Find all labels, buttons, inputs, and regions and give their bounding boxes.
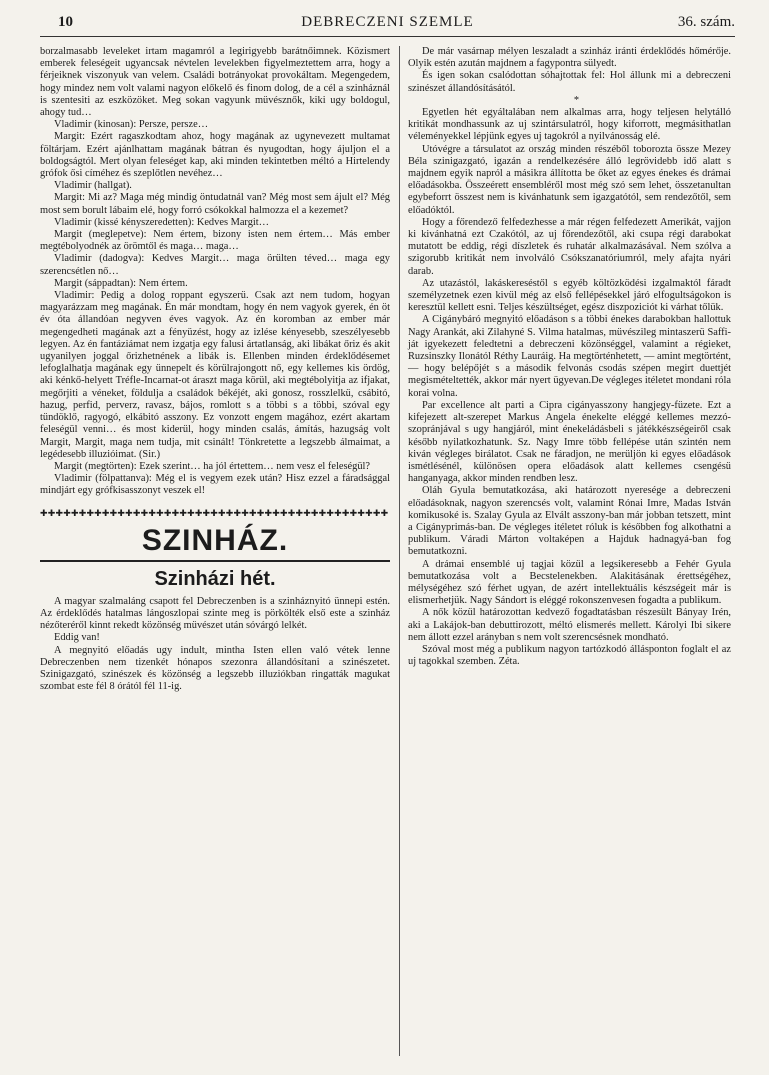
story-paragraph: Vladimir (dadogva): Kedves Margit… maga örülten téved… maga egy szerencsétlen nő… xyxy=(40,253,390,277)
story-paragraph: Margit (meglepetve): Nem értem, bizony isten nem értem… Más ember megtébolyodnék az örömtől és maga… maga… xyxy=(40,229,390,253)
story-paragraph: Margit: Mi az? Maga még mindig öntudatnál van? Még most sem ájult el? Még most sem borult lábaim elé, hogy forró csókokkal halmozza el a kezemet? xyxy=(40,192,390,216)
article-paragraph: Oláh Gyula bemutatkozása, aki határozott nyeresége a debreczeni előadásoknak, nagyon szerencsés volt, valamint Rónai Imre, Madas István komikusoké is. Szalay Gyula az Elvált asszony-ban már jobban tetszett, mint a Cigányprimás-ban. De végleges itéletet róluk is későbben fog alkothatni a publikum. Váradi Márton voltaképen a Hajduk hadnagyá-ban fog bemutatkozni. xyxy=(408,485,731,558)
issue-number: 36. szám. xyxy=(677,14,735,30)
article-paragraph: Az utazástól, lakáskereséstől s egyéb költözködési izgalmaktól fáradt személyzetnek ezen kivül még az első fellépésekkel járó elfogultságokon is keresztül kellett esni. Teljes készültséget, egész diszpoziciót ki várhat tőlük. xyxy=(408,277,731,314)
article-paragraph: A Cigánybáró megnyitó előadáson s a többi énekes darabokban hallottuk Nagy Arankát, aki Zilahyné S. Vilma hatalmas, müvészileg mintaszerü Saffi-ját igyekezett feledtetni a debreczeni közönséggel, valamint a régieket, Ruzsinszky Ilonától Réthy Lauráig. Ha megtörténhetett, — amint megtörtént, — hogy belépőjét s a második felvonás csodás szépen megirt duettjét megismételtették, akkor már nyert ügyevan.De végleges itéletet mondani róla korai volna. xyxy=(408,314,731,399)
story-paragraph: borzalmasabb leveleket irtam magamról a legirigyebb barátnőimnek. Közismert emberek feleségeit ugyancsak névtelen levelekben figyelmeztettem arra, hogy a férjeiknek viszonyuk van velem. Családi botrányokat provokáltam. Megengedem, hogy mindez nem volt valami nagyon előkelő és finom dolog, de a cél a szinháznál is szentesiti az eszközöket. Meg sokan vagyunk müvésznők, kiki ugy boldogul, ahogy tud… xyxy=(40,46,390,119)
story-paragraph: Margit: Ezért ragaszkodtam ahoz, hogy magának az ugynevezett multamat föltárjam. Ezért ajánlhattam magának bátran és nyugodtan, hogy ájuljon el a boldogságtól. Mert olyan feleséget kap, aki minden tekintetben méltó a Hirtelendy grófok ősi címéhez és szeplőtlen nevéhez… xyxy=(40,131,390,180)
story-paragraph: Vladimir (kissé kényszeredetten): Kedves Margit… xyxy=(54,216,270,228)
article-paragraph: A nők közül határozottan kedvező fogadtatásban részesült Bányay Irén, aki a Lakájok-ban debuttirozott, méltó elismerés mellett. Károlyi Ibi sikere nem állott ezzel arányban s nem volt szerencsésnek mondható. xyxy=(408,607,731,643)
story-paragraph: Vladimir: Pedig a dolog roppant egyszerü. Csak azt nem tudom, hogyan magyarázzam meg magának. Én már mondtam, hogy én nem vagyok gyerek, én öt év óta állandóan negyven éves vagyok. Az én koromban az ember már megengedheti magának azt a fényüzést, hogy az izlése kényesebb, szeszélyesebb legyen. Az én fantáziámat nem izgatja egy falusi ártatlanság, aki libákat őriz és akit ugyanilyen joggal őrizhetnének a libák is. Ellenben minden érdeklődésemet lefoglalhatja magának egy ünnepelt és körülrajongott nő, egy kellemes kis ördög, aki kénkő-helyett Tréfle-Incarnat-ot áraszt maga körül, aki megtébolyitja az ifjakat, megőrjiti a véneket, földulja a családok békéjét, aki gonosz, rosszlelkü, csábitó, hazug, perfid, perverz, ravasz, bájos, romlott s a többi s a többi, szóval egy tündöklő, ragyogó, elkábitó asszony. Ez vonzott engem magához, ezért akartam feleségül venni… és most kiderül, hogy minden csalás, ámítás, hazugság volt Margit, Margit, maga nem tudja, mit csinált! Tönkretette a legszebb álmaimat, a legédesebb illuzióimat. (Sir.) xyxy=(40,290,390,460)
article-paragraph: A magyar szalmaláng csapott fel Debreczenben is a szinháznyitó ünnepi estén. Az érdeklődés hatalmas lángoszlopai szinte meg is pörkölték első este a szinház nézőteréről kinnt rekedt közönség müvészet után sóvárgó lelkét. xyxy=(40,595,390,632)
article-paragraph: A megnyitó előadás ugy indult, mintha Isten ellen való vétek lenne Debreczenben nem tizenkét hónapos szezonra állandósítani a szinészetet. Szinigazgató, szinészek és közönség a legszebb illuziókban ringatták magukat szombat este fél 8 órától fél 11-ig. xyxy=(40,644,390,693)
article-paragraph: Par excellence alt parti a Cipra cigányasszony hangjegy-füzete. Ezt a kifejezett alt-szerepet Markus Angela énekelte eléggé kellemes mezzó-szopránjával s ugy hangjáról, mint énekeládásbeli s játékkészségeiről csak később nyilatkozhatunk. Sz. Nagy Imre több fellépése után szintén nem kiván végleges birálatot. Csak ne fáradjon, ne merüljön ki egyes előadások ismétlésénél, különösen opera előadások alatt kellemes csengésü hanganyaga, akkor minden rendben lesz. xyxy=(408,399,731,485)
journal-title: DEBRECZENI SZEMLE xyxy=(301,14,474,30)
story-paragraph: Vladimir (kinosan): Persze, persze… xyxy=(54,119,209,131)
section-title: SZINHÁZ. xyxy=(141,523,289,557)
article-paragraph: Utóvégre a társulatot az ország minden részéből toborozta össze Mezey Béla szinigazgató, igazán a rendelkezésére álló legrövidebb idő alatt s majdnem egyik napról a másikra állította be őket az egyes énekes és drámai előadásokba. Összeérett ensembléről most még szó sem lehet, összetanultan egybeforrt összest nem is kivánhatunk sem igazgatótól, sem rendezőtől, sem előadóktól. xyxy=(408,143,731,216)
ornament-divider: ✚✚✚✚✚✚✚✚✚✚✚✚✚✚✚✚✚✚✚✚✚✚✚✚✚✚✚✚✚✚✚✚✚✚✚✚✚✚✚✚✚✚✚✚✚ xyxy=(40,507,389,518)
article-paragraph: A drámai ensemblé uj tagjai közül a legsikeresebb a Fehér Gyula bemutatkozása volt a Becstelenekben. Alakitásának érettségéhez, mélységéhez szó férhet ugyan, de azért intellektuális készségeit már is elismerhetjük. Nagy Sándort is eléggé rokonszenvesen fogadta a publikum. xyxy=(408,558,731,607)
story-paragraph: Margit (megtörten): Ezek szerint… ha jól értettem… nem vesz el feleségül? xyxy=(54,460,371,472)
article-title: Szinházi hét. xyxy=(154,567,276,590)
story-paragraph: Vladimir (fölpattanva): Még el is vegyem ezek után? Hisz ezzel a fáradsággal mindjárt egy grófkisasszonyt veszek el! xyxy=(40,473,390,497)
article-paragraph: Eddig van! xyxy=(54,632,100,644)
article-paragraph: Egyetlen hét egyáltalában nem alkalmas arra, hogy teljesen helytálló kritikát mondhassunk az uj szintársulatról, hogy kiforrott, megmásithatlan véleményekkel lépjünk egyes uj tagokról a nyilvánosság elé. xyxy=(408,107,731,143)
right-column xyxy=(408,46,731,668)
article-paragraph: Hogy a főrendező felfedezhesse a már régen felfedezett Amerikát, vajjon ki kivánhatná ezt Czakótól, az uj főrendezőtől, aki csupa régi darabokat mutatott be eddig, régi díszletek és ruhatár alkalmazásával. Nem szólva a szigorubb kritikát nem involváló Csókszanatóriumról, mely afajta nyári darab. xyxy=(408,216,731,277)
story-paragraph: Margit (sáppadtan): Nem értem. xyxy=(54,277,188,289)
section-rule xyxy=(40,560,390,562)
separator-star: * xyxy=(573,94,580,106)
page-header xyxy=(40,14,735,37)
article-paragraph: Szóval most még a publikum nagyon tartózkodó állásponton foglalt el az uj tagokkal szemben. Zéta. xyxy=(408,643,731,668)
column-divider xyxy=(399,46,400,1056)
page-number: 10 xyxy=(58,14,73,30)
article-paragraph: De már vasárnap mélyen leszaladt a szinház iránti érdeklődés hőmérője. Olyik estén azután majdnem a fagypontra sülyedt. xyxy=(408,46,731,70)
story-paragraph: Vladimir (hallgat). xyxy=(54,180,132,192)
article-paragraph: És igen sokan csalódottan sóhajtottak fel: Hol állunk mi a debreczeni szinészet állandósításától. xyxy=(408,70,731,94)
left-column xyxy=(40,46,390,693)
